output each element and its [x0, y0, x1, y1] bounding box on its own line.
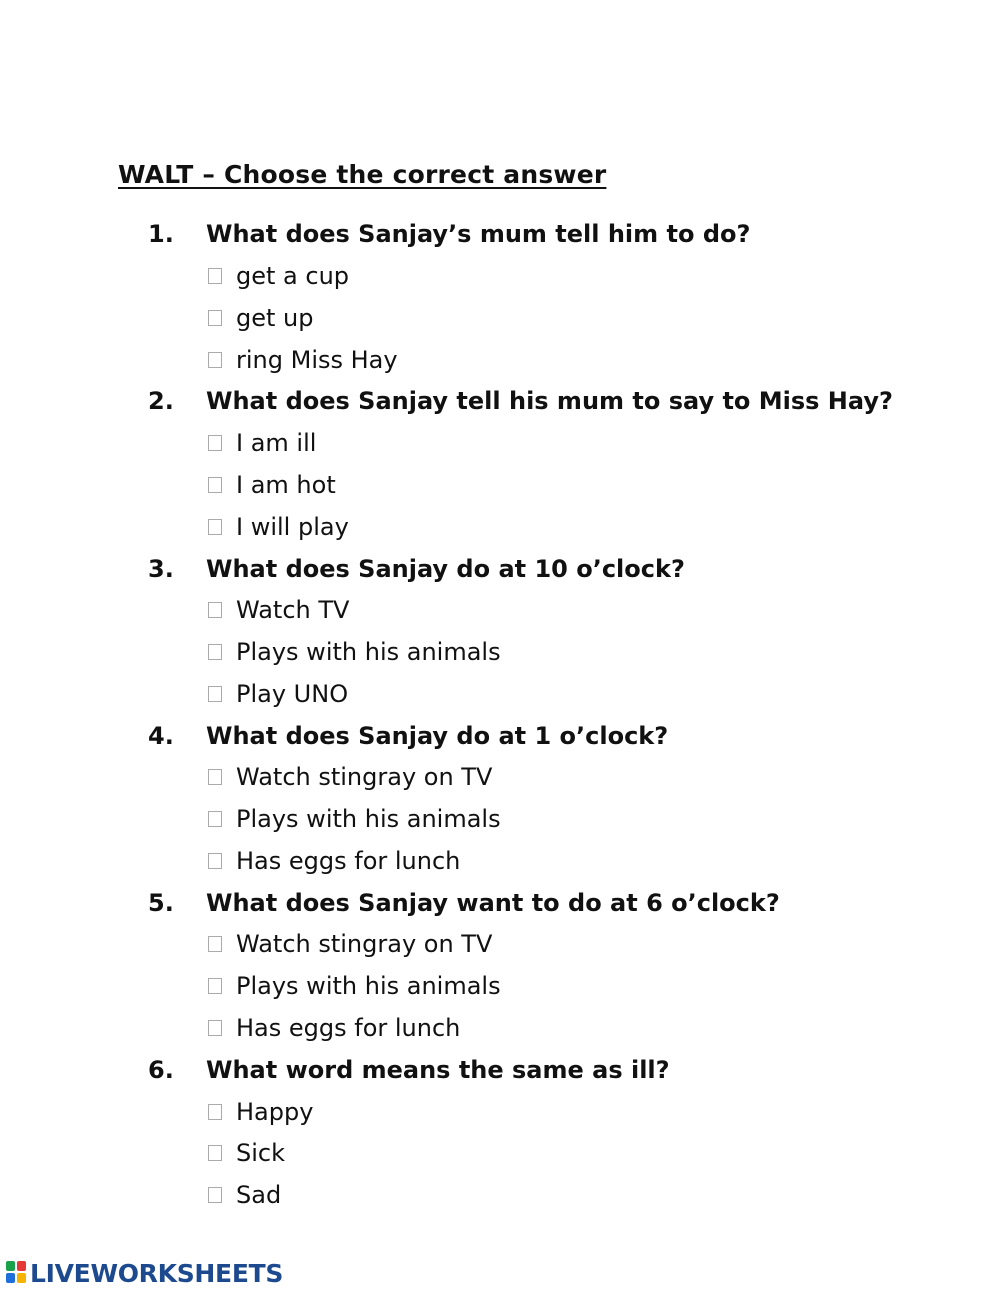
option-label: I am ill — [236, 429, 317, 457]
option-2-3[interactable] — [208, 513, 349, 541]
option-3-1[interactable] — [208, 596, 349, 624]
option-label: Watch stingray on TV — [236, 763, 493, 791]
option-6-3[interactable] — [208, 1181, 281, 1209]
question-text: What does Sanjay do at 10 o’clock? — [206, 555, 685, 583]
option-label: Has eggs for lunch — [236, 847, 461, 875]
checkbox[interactable] — [208, 310, 222, 326]
question-5 — [148, 889, 780, 917]
option-4-2[interactable] — [208, 805, 501, 833]
checkbox[interactable] — [208, 936, 222, 952]
option-label: Sad — [236, 1181, 282, 1209]
checkbox[interactable] — [208, 602, 222, 618]
question-3 — [148, 555, 685, 583]
question-text: What does Sanjay do at 1 o’clock? — [206, 722, 669, 750]
checkbox[interactable] — [208, 1187, 222, 1203]
option-label: I am hot — [236, 471, 336, 499]
checkbox[interactable] — [208, 853, 222, 869]
option-6-1[interactable] — [208, 1098, 313, 1126]
option-1-1[interactable] — [208, 262, 349, 290]
option-5-2[interactable] — [208, 972, 501, 1000]
option-label: get up — [236, 304, 314, 332]
option-3-3[interactable] — [208, 680, 348, 708]
option-1-2[interactable] — [208, 304, 313, 332]
question-6 — [148, 1056, 670, 1084]
option-label: Watch stingray on TV — [236, 930, 493, 958]
checkbox[interactable] — [208, 268, 222, 284]
liveworksheets-logo-icon — [6, 1261, 28, 1285]
question-number: 6. — [148, 1056, 174, 1084]
question-number: 5. — [148, 889, 174, 917]
option-4-1[interactable] — [208, 763, 492, 791]
question-number: 2. — [148, 387, 174, 415]
checkbox[interactable] — [208, 352, 222, 368]
question-number: 4. — [148, 722, 174, 750]
option-label: ring Miss Hay — [236, 346, 398, 374]
checkbox[interactable] — [208, 519, 222, 535]
question-number: 3. — [148, 555, 174, 583]
option-label: Sick — [236, 1139, 285, 1167]
option-5-3[interactable] — [208, 1014, 460, 1042]
question-1 — [148, 220, 750, 248]
brand-name: LIVEWORKSHEETS — [30, 1258, 284, 1288]
question-text: What word means the same as ill? — [206, 1056, 670, 1084]
checkbox[interactable] — [208, 435, 222, 451]
checkbox[interactable] — [208, 1145, 222, 1161]
checkbox[interactable] — [208, 1104, 222, 1120]
worksheet-title: WALT – Choose the correct answer — [118, 160, 607, 189]
checkbox[interactable] — [208, 477, 222, 493]
option-6-2[interactable] — [208, 1139, 285, 1167]
footer-brand — [6, 1258, 283, 1288]
question-text: What does Sanjay’s mum tell him to do? — [206, 220, 751, 248]
checkbox[interactable] — [208, 811, 222, 827]
option-label: Plays with his animals — [236, 805, 501, 833]
option-label: Play UNO — [236, 680, 349, 708]
option-label: Has eggs for lunch — [236, 1014, 461, 1042]
checkbox[interactable] — [208, 1020, 222, 1036]
option-5-1[interactable] — [208, 930, 492, 958]
question-4 — [148, 722, 668, 750]
option-3-2[interactable] — [208, 638, 501, 666]
checkbox[interactable] — [208, 978, 222, 994]
question-number: 1. — [148, 220, 174, 248]
option-label: Happy — [236, 1098, 314, 1126]
checkbox[interactable] — [208, 769, 222, 785]
option-label: Plays with his animals — [236, 972, 501, 1000]
option-1-3[interactable] — [208, 346, 398, 374]
option-2-1[interactable] — [208, 429, 316, 457]
option-4-3[interactable] — [208, 847, 460, 875]
option-label: Plays with his animals — [236, 638, 501, 666]
option-2-2[interactable] — [208, 471, 336, 499]
option-label: I will play — [236, 513, 349, 541]
checkbox[interactable] — [208, 686, 222, 702]
option-label: Watch TV — [236, 596, 350, 624]
question-text: What does Sanjay want to do at 6 o’clock? — [206, 889, 780, 917]
question-text: What does Sanjay tell his mum to say to Miss Hay? — [206, 387, 893, 415]
question-2 — [148, 387, 893, 415]
option-label: get a cup — [236, 262, 350, 290]
checkbox[interactable] — [208, 644, 222, 660]
